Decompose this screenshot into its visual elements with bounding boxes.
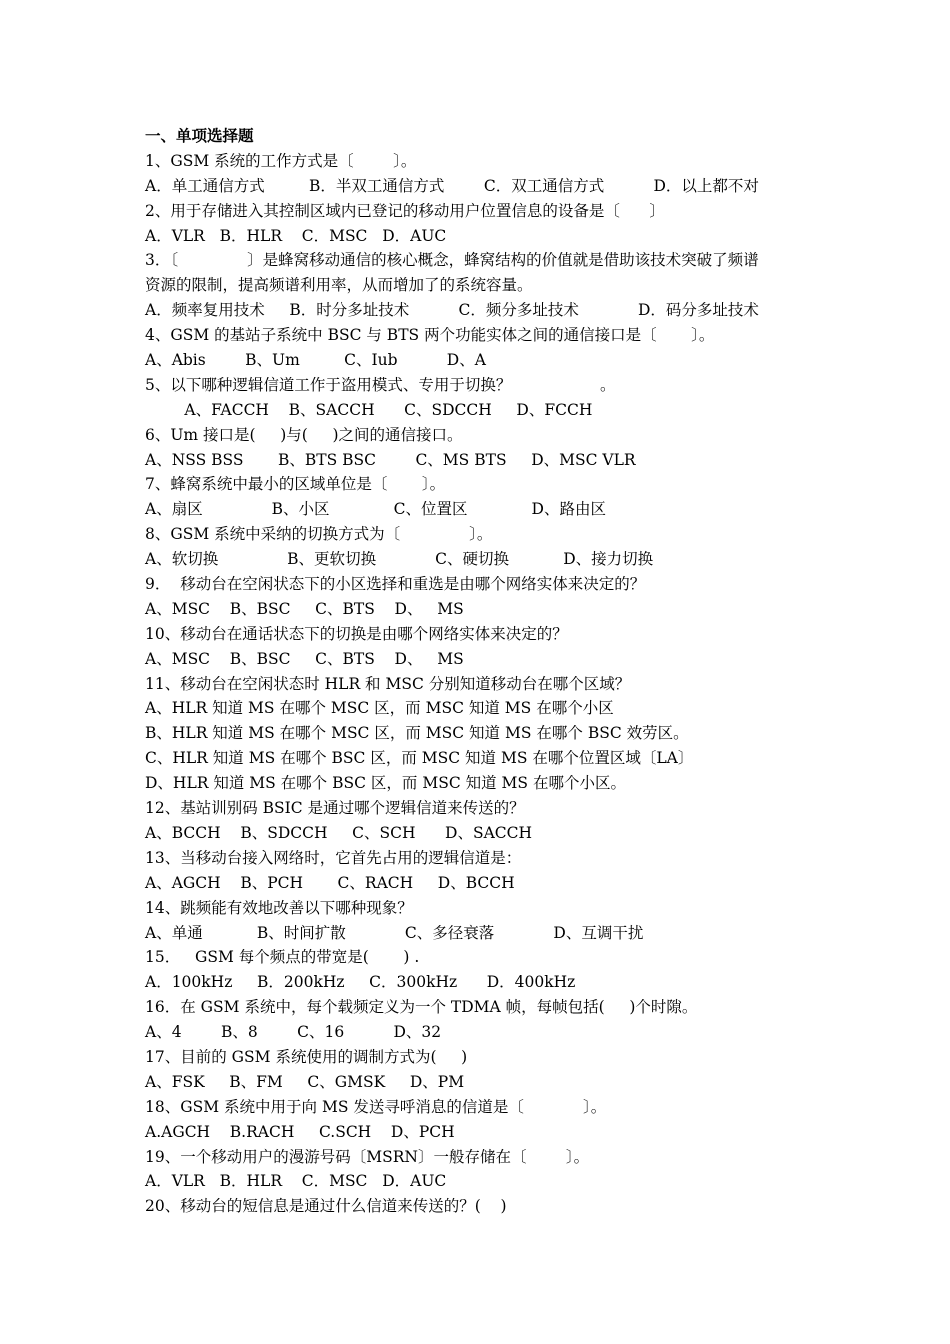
question-3-continued: 资源的限制，提高频谱利用率，从而增加了的系统容量。 — [145, 276, 533, 295]
section-heading: 一、单项选择题 — [145, 126, 254, 145]
question-11-option-b: B、HLR 知道 MS 在哪个 MSC 区，而 MSC 知道 MS 在哪个 BSC 效劳区。 — [145, 724, 689, 743]
question-6: 6、Um 接口是( )与( )之间的通信接口。 — [145, 425, 463, 444]
question-16: 16．在 GSM 系统中，每个载频定义为一个 TDMA 帧，每帧包括( )个时隙。 — [145, 998, 698, 1017]
question-11-option-d: D、HLR 知道 MS 在哪个 BSC 区，而 MSC 知道 MS 在哪个小区。 — [145, 774, 626, 793]
question-19-options: A．VLR B．HLR C．MSC D．AUC — [145, 1172, 447, 1191]
question-17-options: A、FSK B、FM C、GMSK D、PM — [145, 1072, 465, 1091]
question-14: 14、跳频能有效地改善以下哪种现象？ — [145, 898, 413, 917]
question-13-options: A、AGCH B、PCH C、RACH D、BCCH — [145, 873, 515, 892]
question-15-options: A．100kHz B．200kHz C．300kHz D．400kHz — [145, 973, 576, 992]
question-10-options: A、MSC B、BSC C、BTS D、 MS — [145, 649, 464, 668]
question-17: 17、目前的 GSM 系统使用的调制方式为( ) — [145, 1047, 468, 1066]
question-18-options: A.AGCH B.RACH C.SCH D、PCH — [145, 1122, 455, 1141]
question-13: 13、当移动台接入网络时，它首先占用的逻辑信道是： — [145, 848, 522, 867]
question-20: 20、移动台的短信息是通过什么信道来传送的？( ) — [145, 1197, 507, 1216]
question-12-options: A、BCCH B、SDCCH C、SCH D、SACCH — [145, 823, 533, 842]
question-9-options: A、MSC B、BSC C、BTS D、 MS — [145, 599, 464, 618]
question-8-options: A、软切换 B、更软切换 C、硬切换 D、接力切换 — [145, 550, 654, 569]
question-5-options: A、FACCH B、SACCH C、SDCCH D、FCCH — [145, 400, 593, 419]
question-11-option-a: A、HLR 知道 MS 在哪个 MSC 区，而 MSC 知道 MS 在哪个小区 — [145, 699, 614, 718]
question-11-option-c: C、HLR 知道 MS 在哪个 BSC 区，而 MSC 知道 MS 在哪个位置区域〔LA〕 — [145, 749, 694, 768]
document-page — [145, 124, 825, 1219]
question-6-options: A、NSS BSS B、BTS BSC C、MS BTS D、MSC VLR — [145, 450, 636, 469]
question-3: 3．〔 〕是蜂窝移动通信的核心概念，蜂窝结构的价值就是借助该技术突破了频谱 — [145, 251, 759, 270]
question-15: 15． GSM 每个频点的带宽是( ) . — [145, 948, 420, 967]
question-4: 4、GSM 的基站子系统中 BSC 与 BTS 两个功能实体之间的通信接口是〔 〕。 — [145, 326, 715, 345]
question-14-options: A、单通 B、时间扩散 C、多径衰落 D、互调干扰 — [145, 923, 644, 942]
question-7: 7、蜂窝系统中最小的区域单位是〔 〕。 — [145, 475, 446, 494]
question-2: 2、用于存储进入其控制区域内已登记的移动用户位置信息的设备是〔 〕 — [145, 201, 665, 220]
question-5: 5、以下哪种逻辑信道工作于盗用模式、专用于切换？ 。 — [145, 375, 616, 394]
question-19: 19、一个移动用户的漫游号码〔MSRN〕一般存储在〔 〕。 — [145, 1147, 590, 1166]
question-10: 10、移动台在通话状态下的切换是由哪个网络实体来决定的？ — [145, 624, 568, 643]
question-4-options: A、Abis B、Um C、Iub D、A — [145, 351, 486, 370]
question-11: 11、移动台在空闲状态时 HLR 和 MSC 分别知道移动台在哪个区域？ — [145, 674, 631, 693]
question-18: 18、GSM 系统中用于向 MS 发送寻呼消息的信道是〔 〕。 — [145, 1097, 607, 1116]
question-7-options: A、扇区 B、小区 C、位置区 D、路由区 — [145, 500, 606, 519]
question-2-options: A．VLR B．HLR C．MSC D．AUC — [145, 226, 447, 245]
question-1: 1、GSM 系统的工作方式是〔 〕。 — [145, 151, 417, 170]
question-1-options: A．单工通信方式 B．半双工通信方式 C．双工通信方式 D．以上都不对 — [145, 176, 759, 195]
question-9: 9． 移动台在空闲状态下的小区选择和重选是由哪个网络实体来决定的？ — [145, 575, 646, 594]
question-3-options: A．频率复用技术 B．时分多址技术 C．频分多址技术 D．码分多址技术 — [145, 301, 759, 320]
question-12: 12、基站训别码 BSIC 是通过哪个逻辑信道来传送的？ — [145, 799, 525, 818]
question-16-options: A、4 B、8 C、16 D、32 — [145, 1023, 442, 1042]
question-8: 8、GSM 系统中采纳的切换方式为〔 〕。 — [145, 525, 493, 544]
